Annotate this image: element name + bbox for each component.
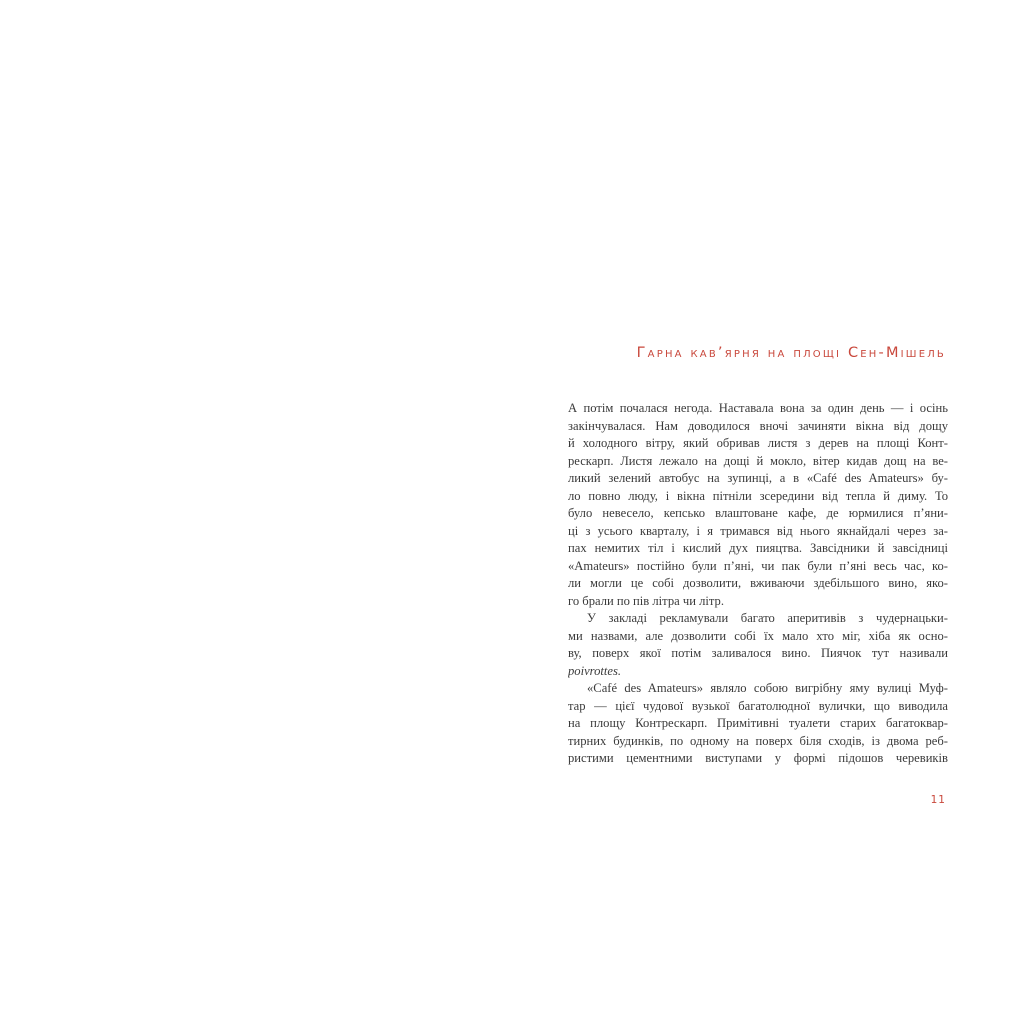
text-line: пах немитих тіл і кислий дух пияцтва. Завсідники й завсідниці bbox=[568, 541, 948, 555]
text-line: poivrottes. bbox=[568, 663, 622, 678]
text-line: тар — цієї чудової вузької багатолюдної вулички, що виводила bbox=[568, 698, 948, 713]
body-text bbox=[568, 400, 948, 768]
text-line: «Amateurs» постійно були п’яні, чи пак були п’яні весь час, ко- bbox=[568, 558, 948, 573]
text-line: тирних будинків, по одному на поверх біля сходів, із двома реб- bbox=[568, 733, 948, 748]
text-line: ристими цементними виступами у формі підошов черевиків bbox=[568, 751, 948, 765]
text-line: ли могли це собі дозволити, вживаючи здебільшого вино, яко- bbox=[568, 576, 948, 590]
text-line: «Café des Amateurs» являло собою вигрібну яму вулиці Муф- bbox=[587, 681, 948, 695]
text-line: ву, поверх якої потім заливалося вино. Пиячок тут називали bbox=[568, 646, 948, 660]
text-line: закінчувалася. Нам доводилося вночі зачиняти вікна від дощу bbox=[568, 418, 948, 433]
text-line: рескарп. Листя лежало на дощі й мокло, вітер кидав дощ на ве- bbox=[568, 453, 948, 468]
text-line: ло повно люду, і вікна пітніли зсередини від тепла й диму. То bbox=[568, 488, 948, 503]
page-number: 11 bbox=[930, 794, 946, 806]
text-line: У закладі рекламували багато аперитивів з чудернацьки- bbox=[587, 611, 948, 625]
text-line: А потім почалася негода. Наставала вона за один день — і осінь bbox=[568, 401, 948, 415]
text-line: ці з усього кварталу, і я тримався від нього якнайдалі через за- bbox=[568, 523, 948, 538]
chapter-title: Гарна кав’ярня на площі Сен-Мішель bbox=[636, 345, 946, 361]
text-line: ликий зелений автобус на зупинці, а в «Café des Amateurs» бу- bbox=[568, 471, 948, 485]
text-line: на площу Контрескарп. Примітивні туалети старих багатоквар- bbox=[568, 716, 948, 730]
text-line: го брали по пів літра чи літр. bbox=[568, 593, 724, 608]
text-line: було невесело, кепсько влаштоване кафе, де юрмилися п’яни- bbox=[568, 506, 948, 520]
text-line: й холодного вітру, який обривав листя з дерев на площі Конт- bbox=[568, 436, 948, 450]
text-line: ми назвами, але дозволити собі їх мало хто міг, хіба як осно- bbox=[568, 628, 948, 643]
